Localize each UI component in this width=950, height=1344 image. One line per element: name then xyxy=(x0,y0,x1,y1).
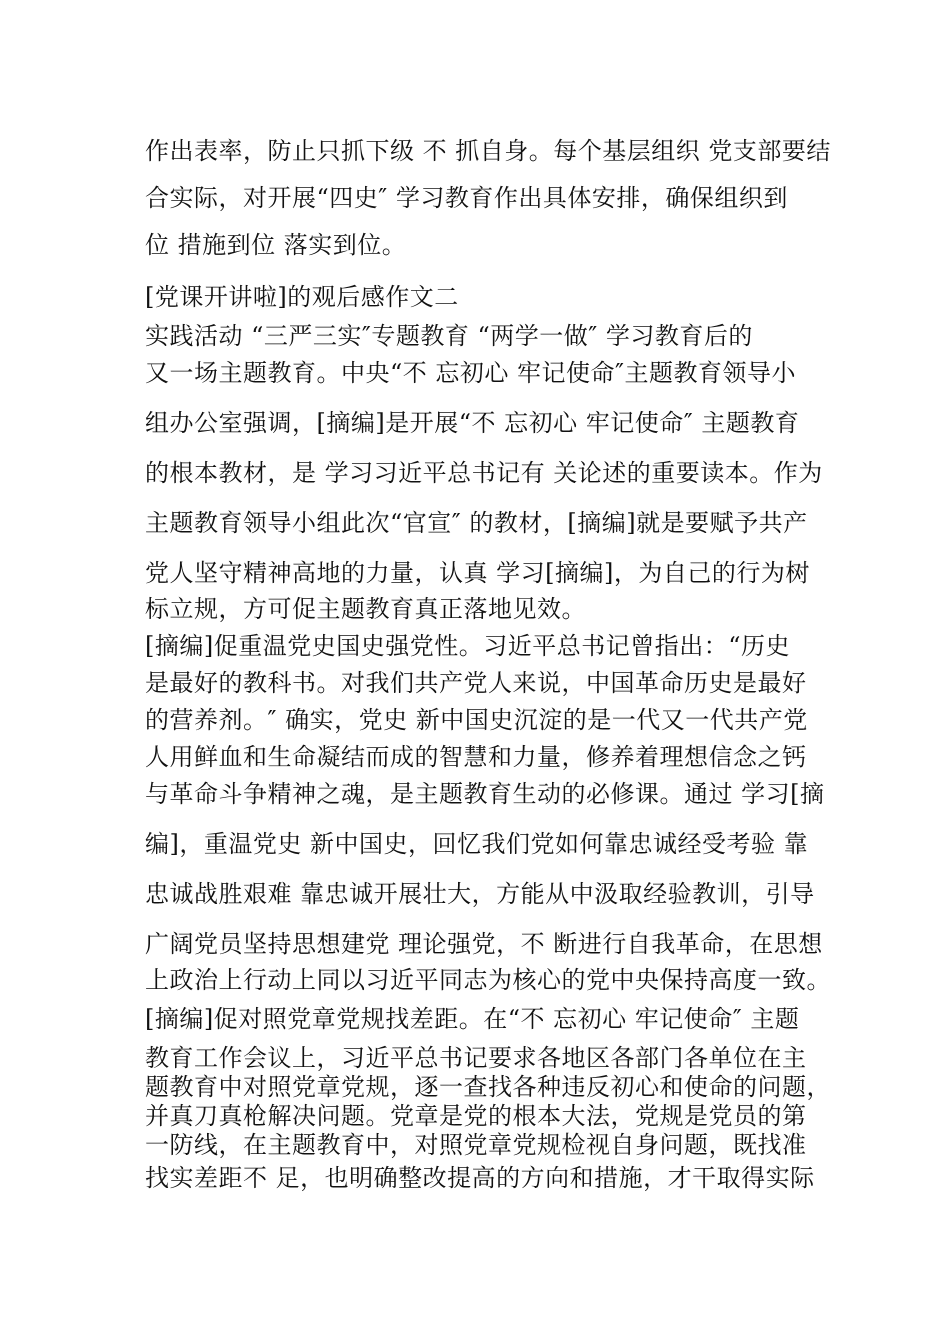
text-line: 又一场主题教育。中央“不 忘初心 牢记使命″主题教育领导小 xyxy=(145,359,796,387)
text-line: 广阔党员坚持思想建党 理论强党，不 断进行自我革命，在思想 xyxy=(145,930,823,958)
text-line: 忠诚战胜艰难 靠忠诚开展壮大，方能从中汲取经验教训，引导 xyxy=(145,880,815,908)
section-heading: [党课开讲啦]的观后感作文二 xyxy=(145,283,459,311)
text-line: 党人坚守精神高地的力量，认真 学习[摘编]，为自己的行为树 xyxy=(145,559,810,587)
text-line: 标立规，方可促主题教育真正落地见效。 xyxy=(145,595,586,623)
text-line: 位 措施到位 落实到位。 xyxy=(145,231,407,259)
text-line: 是最好的教科书。对我们共产党人来说，中国革命历史是最好 xyxy=(145,669,807,697)
text-line: 与革命斗争精神之魂，是主题教育生动的必修课。通过 学习[摘 xyxy=(145,780,825,808)
text-line: 并真刀真枪解决问题。党章是党的根本大法，党规是党员的第 xyxy=(145,1102,807,1130)
text-line: 的根本教材，是 学习习近平总书记有 关论述的重要读本。作为 xyxy=(145,459,823,487)
text-line: [摘编]促重温党史国史强党性。习近平总书记曾指出：“历史 xyxy=(145,632,790,660)
text-line: 合实际，对开展“四史″ 学习教育作出具体安排，确保组织到 xyxy=(145,184,788,212)
text-line: 一防线，在主题教育中，对照党章党规检视自身问题，既找准 xyxy=(145,1131,807,1159)
text-line: 题教育中对照党章党规，逐一查找各种违反初心和使命的问题， xyxy=(145,1073,831,1101)
text-line: 找实差距不 足，也明确整改提高的方向和措施，才干取得实际 xyxy=(145,1164,815,1192)
text-line: [摘编]促对照党章党规找差距。在“不 忘初心 牢记使命″ 主题 xyxy=(145,1005,800,1033)
text-line: 教育工作会议上，习近平总书记要求各地区各部门各单位在主 xyxy=(145,1044,807,1072)
text-line: 实践活动 “三严三实″专题教育 “两学一做″ 学习教育后的 xyxy=(145,322,753,350)
text-line: 主题教育领导小组此次“官宣″ 的教材，[摘编]就是要赋予共产 xyxy=(145,509,808,537)
text-line: 的营养剂。″ 确实，党史 新中国史沉淀的是一代又一代共产党 xyxy=(145,706,808,734)
text-line: 作出表率，防止只抓下级 不 抓自身。每个基层组织 党支部要结 xyxy=(145,137,831,165)
text-line: 上政治上行动上同以习近平同志为核心的党中央保持高度一致。 xyxy=(145,966,831,994)
text-line: 组办公室强调，[摘编]是开展“不 忘初心 牢记使命″ 主题教育 xyxy=(145,409,800,437)
text-line: 人用鲜血和生命凝结而成的智慧和力量，修养着理想信念之钙 xyxy=(145,743,807,771)
text-line: 编]，重温党史 新中国史，回忆我们党如何靠忠诚经受考验 靠 xyxy=(145,830,809,858)
